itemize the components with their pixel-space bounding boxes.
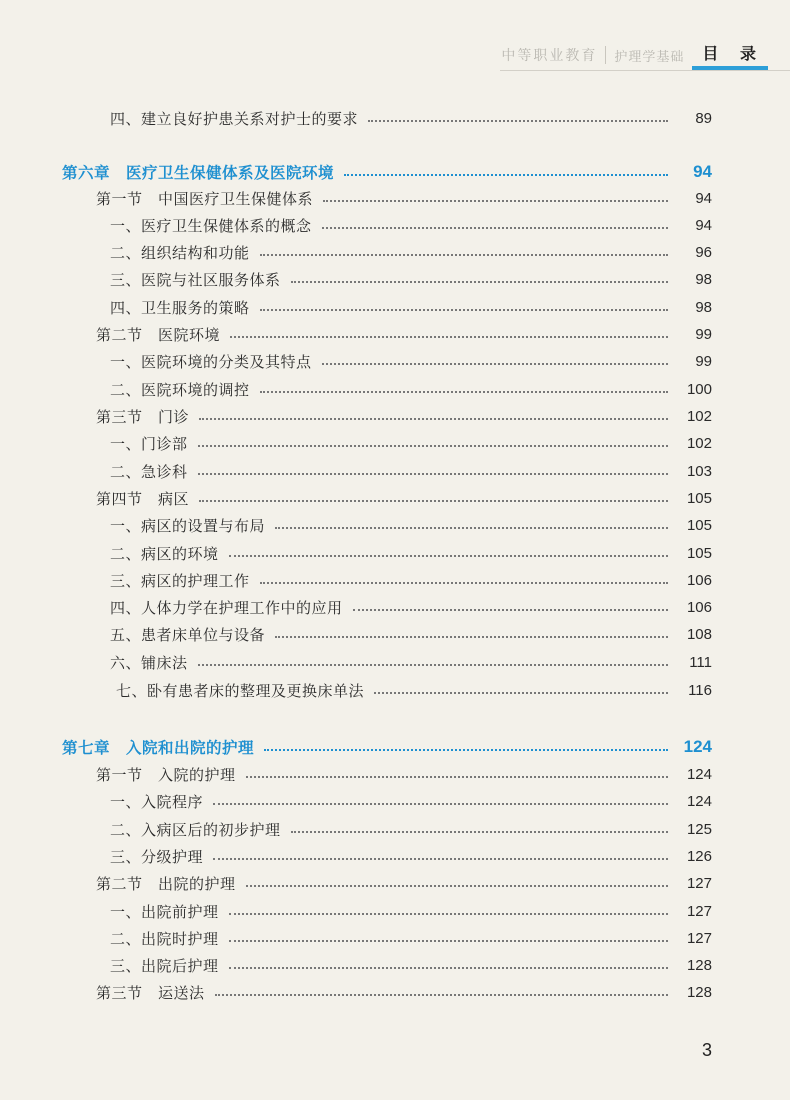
toc-entry-page: 128 — [686, 956, 712, 974]
toc-entry-page: 89 — [695, 109, 712, 127]
toc-entry-title: 第七章 入院和出院的护理 — [62, 738, 255, 757]
toc-entry-page: 127 — [686, 929, 712, 947]
dot-leader — [199, 500, 668, 502]
dot-leader — [215, 994, 668, 996]
toc-entry-title: 二、组织结构和功能 — [110, 243, 250, 262]
dot-leader — [260, 391, 668, 393]
toc-section[interactable] — [0, 322, 790, 346]
toc-section[interactable] — [0, 762, 790, 786]
toc-entry-title: 一、医院环境的分类及其特点 — [110, 352, 312, 371]
dot-leader — [353, 609, 668, 611]
toc-entry-title: 六、铺床法 — [110, 653, 188, 672]
dot-leader — [374, 692, 668, 694]
toc-entry-title: 三、医院与社区服务体系 — [110, 270, 281, 289]
toc-entry[interactable] — [0, 926, 790, 950]
toc-section[interactable] — [0, 980, 790, 1004]
toc-entry-title: 第一节 中国医疗卫生保健体系 — [96, 189, 314, 208]
toc-entry[interactable] — [0, 106, 790, 130]
toc-entry[interactable] — [0, 349, 790, 373]
toc-entry-title: 二、急诊科 — [110, 462, 188, 481]
toc-entry-title: 四、人体力学在护理工作中的应用 — [110, 598, 343, 617]
toc-section[interactable] — [0, 871, 790, 895]
toc-entry-page: 99 — [695, 325, 712, 343]
toc-entry-title: 第四节 病区 — [96, 489, 190, 508]
page-number: 3 — [701, 1040, 712, 1060]
dot-leader — [198, 445, 668, 447]
dot-leader — [322, 227, 668, 229]
toc-section[interactable] — [0, 486, 790, 510]
toc-entry-page: 106 — [686, 571, 712, 589]
dot-leader — [213, 858, 668, 860]
dot-leader — [275, 527, 668, 529]
toc-entry[interactable] — [0, 267, 790, 291]
toc-entry[interactable] — [0, 431, 790, 455]
toc-entry-page: 125 — [686, 820, 712, 838]
toc-entry-title: 一、门诊部 — [110, 434, 188, 453]
dot-leader — [229, 913, 668, 915]
toc-entry[interactable] — [0, 459, 790, 483]
toc-entry-page: 128 — [686, 983, 712, 1001]
toc-entry-title: 第六章 医疗卫生保健体系及医院环境 — [62, 163, 335, 182]
dot-leader — [199, 418, 668, 420]
toc-entry-page: 111 — [689, 653, 712, 671]
toc-entry-page: 102 — [686, 434, 712, 452]
dot-leader — [213, 803, 668, 805]
toc-entry[interactable] — [0, 513, 790, 537]
toc-entry[interactable] — [0, 817, 790, 841]
toc-entry-page: 105 — [686, 516, 712, 534]
toc-entry-page: 98 — [695, 298, 712, 316]
toc-entry-title: 三、出院后护理 — [110, 956, 219, 975]
toc-entry-title: 一、入院程序 — [110, 792, 204, 811]
toc-section[interactable] — [0, 404, 790, 428]
toc-entry-title: 五、患者床单位与设备 — [110, 625, 266, 644]
book-title: 护理学基础 — [614, 49, 685, 65]
toc-entry[interactable] — [0, 213, 790, 237]
dot-leader — [229, 940, 668, 942]
toc-entry-title: 七、卧有患者床的整理及更换床单法 — [116, 681, 365, 700]
dot-leader — [291, 281, 668, 283]
toc-entry-title: 一、出院前护理 — [110, 902, 219, 921]
toc-entry[interactable] — [0, 678, 790, 702]
toc-entry-page: 116 — [688, 681, 712, 699]
dot-leader — [344, 174, 668, 176]
toc-entry-title: 三、分级护理 — [110, 847, 204, 866]
toc-entry-title: 三、病区的护理工作 — [110, 571, 250, 590]
dot-leader — [229, 967, 668, 969]
dot-leader — [260, 254, 668, 256]
dot-leader — [275, 636, 668, 638]
toc-entry-title: 二、医院环境的调控 — [110, 380, 250, 399]
section-label: 目 录 — [692, 41, 768, 70]
dot-leader — [368, 120, 668, 122]
dot-leader — [198, 473, 668, 475]
series-title: 中等职业教育 — [501, 48, 598, 64]
toc-entry[interactable] — [0, 377, 790, 401]
toc-chapter[interactable] — [0, 160, 790, 184]
toc-entry-title: 第二节 出院的护理 — [96, 874, 236, 893]
toc-entry[interactable] — [0, 844, 790, 868]
toc-entry-page: 94 — [695, 189, 712, 207]
dot-leader — [198, 664, 668, 666]
toc-entry-page: 99 — [695, 352, 712, 370]
toc-entry-page: 106 — [686, 598, 712, 616]
toc-section[interactable] — [0, 186, 790, 210]
toc-entry[interactable] — [0, 295, 790, 319]
dot-leader — [246, 885, 668, 887]
toc-entry[interactable] — [0, 622, 790, 646]
dot-leader — [323, 200, 668, 202]
toc-entry-page: 124 — [686, 792, 712, 810]
toc-entry-page: 94 — [693, 162, 712, 181]
toc-entry-page: 108 — [686, 625, 712, 643]
dot-leader — [260, 309, 668, 311]
toc-entry-page: 127 — [686, 902, 712, 920]
toc-entry-page: 100 — [686, 380, 712, 398]
toc-entry-title: 四、建立良好护患关系对护士的要求 — [110, 109, 359, 128]
toc-entry-title: 第一节 入院的护理 — [96, 765, 236, 784]
toc-entry-page: 105 — [686, 489, 712, 507]
toc-entry-page: 105 — [686, 544, 712, 562]
dot-leader — [264, 749, 668, 751]
toc-entry-title: 一、医疗卫生保健体系的概念 — [110, 216, 312, 235]
toc-entry-page: 96 — [695, 243, 712, 261]
dot-leader — [322, 363, 668, 365]
toc-entry-title: 一、病区的设置与布局 — [110, 516, 266, 535]
dot-leader — [246, 776, 668, 778]
toc-entry-title: 第三节 门诊 — [96, 407, 190, 426]
toc-entry-page: 126 — [686, 847, 712, 865]
toc-entry-page: 127 — [686, 874, 712, 892]
toc-entry-page: 102 — [686, 407, 712, 425]
dot-leader — [229, 555, 668, 557]
toc-entry-page: 124 — [683, 737, 712, 756]
toc-entry-title: 二、病区的环境 — [110, 544, 219, 563]
toc-entry-title: 第三节 运送法 — [96, 983, 205, 1002]
dot-leader — [260, 582, 668, 584]
toc-entry-page: 98 — [695, 270, 712, 288]
toc-chapter[interactable] — [0, 735, 790, 759]
toc-entry-title: 第二节 医院环境 — [96, 325, 221, 344]
toc-entry-page: 103 — [686, 462, 712, 480]
toc-entry-title: 二、入病区后的初步护理 — [110, 820, 281, 839]
toc-entry[interactable] — [0, 595, 790, 619]
toc-entry-page: 94 — [695, 216, 712, 234]
toc-entry[interactable] — [0, 789, 790, 813]
toc-entry[interactable] — [0, 240, 790, 264]
toc-entry-title: 四、卫生服务的策略 — [110, 298, 250, 317]
toc-entry[interactable] — [0, 650, 790, 674]
toc-entry[interactable] — [0, 899, 790, 923]
dot-leader — [291, 831, 668, 833]
toc-entry[interactable] — [0, 541, 790, 565]
toc-entry-page: 124 — [686, 765, 712, 783]
toc-entry[interactable] — [0, 568, 790, 592]
toc-entry-title: 二、出院时护理 — [110, 929, 219, 948]
dot-leader — [230, 336, 668, 338]
toc-entry[interactable] — [0, 953, 790, 977]
